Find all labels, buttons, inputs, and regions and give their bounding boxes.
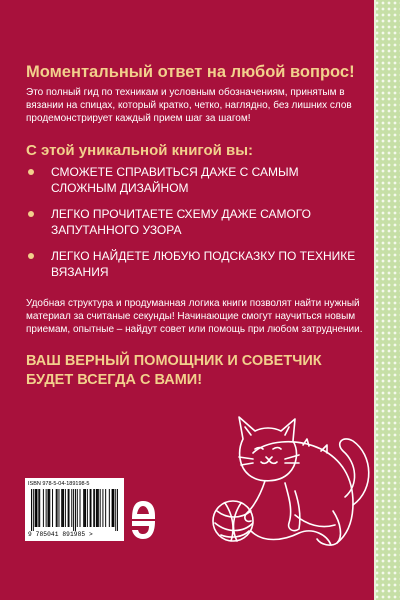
barcode-bar <box>102 489 103 527</box>
barcode-bar <box>100 489 101 527</box>
barcode-bar <box>91 489 92 527</box>
feature-list <box>26 164 366 290</box>
feature-text: ЛЕГКО ПРОЧИТАЕТЕ СХЕМУ ДАЖЕ САМОГО ЗАПУТАННОГО УЗОРА <box>51 207 311 237</box>
feature-text: ЛЕГКО НАЙДЕТЕ ЛЮБУЮ ПОДСКАЗКУ ПО ТЕХНИКЕ ВЯЗАНИЯ <box>51 249 356 279</box>
barcode-bar <box>69 489 70 527</box>
polka-dot-side-strip <box>374 0 400 600</box>
barcode-bar <box>47 489 48 527</box>
barcode-bar <box>83 489 84 527</box>
barcode-bar <box>65 489 66 527</box>
barcode-bar <box>58 489 59 527</box>
description-text: Удобная структура и продуманная логика книги позволят найти нужный материал за считаные секунды! Начинающие смогут научиться новым приемам, опытные – найдут совет или помощь при любом затруднении. <box>26 298 363 335</box>
barcode-bar <box>113 489 114 527</box>
barcode-bar <box>96 489 97 527</box>
barcode-bar <box>115 489 116 531</box>
tagline: ВАШ ВЕРНЫЙ ПОМОЩНИК И СОВЕТЧИК БУДЕТ ВСЕГДА С ВАМИ! <box>26 353 322 388</box>
barcode-bar <box>113 489 114 527</box>
barcode-bar <box>61 489 62 527</box>
intro-text: Это полный гид по техникам и условным обозначениям, принятым в вязании на спицах, который кратко, четко, наглядно, без лишних слов продемонстрирует каждый прием шаг за шагом! <box>26 87 352 124</box>
barcode-bar <box>109 489 110 527</box>
publisher-logo-icon <box>130 499 156 541</box>
barcode-bar <box>43 489 44 527</box>
barcode-bar <box>75 489 76 531</box>
feature-item <box>26 248 366 280</box>
barcode-bar <box>98 489 99 527</box>
barcode-bar <box>48 489 49 527</box>
barcode-bar <box>36 489 37 527</box>
barcode-bar <box>84 489 85 527</box>
bullet-icon <box>28 169 34 175</box>
barcode-bar <box>46 489 47 527</box>
feature-item <box>26 206 366 238</box>
barcode-bar <box>36 489 37 527</box>
barcode-bar <box>94 489 95 527</box>
barcode-bar <box>31 489 32 531</box>
barcode-bar <box>62 489 63 527</box>
barcode-bar <box>90 489 91 527</box>
barcode-bar <box>52 489 53 527</box>
bullet-icon <box>28 253 34 259</box>
barcode-bar <box>38 489 39 527</box>
barcode-bar <box>117 489 118 531</box>
barcode-bar <box>33 489 34 531</box>
barcode-number: 9 785041 891985 > <box>28 531 93 538</box>
barcode-bar <box>97 489 98 527</box>
barcode-bar <box>80 489 81 527</box>
bullet-icon <box>28 211 34 217</box>
barcode-bar <box>73 489 74 531</box>
barcode-bar <box>68 489 69 527</box>
barcode-bar <box>112 489 113 527</box>
barcode-bar <box>57 489 58 527</box>
barcode-bar <box>63 489 64 527</box>
barcode-bar <box>39 489 40 527</box>
barcode-area <box>25 478 124 541</box>
feature-item <box>26 164 366 196</box>
barcode-bar <box>56 489 57 527</box>
barcode-bar <box>87 489 88 527</box>
barcode-bar <box>105 489 106 527</box>
feature-text: СМОЖЕТЕ СПРАВИТЬСЯ ДАЖЕ С САМЫМ СЛОЖНЫМ ДИЗАЙНОМ <box>51 165 299 195</box>
barcode-bar <box>93 489 94 527</box>
headline: Моментальный ответ на любой вопрос! <box>26 63 355 81</box>
barcode-bar <box>77 489 78 527</box>
subheading: С этой уникальной книгой вы: <box>26 142 254 159</box>
barcode-bar <box>71 489 72 527</box>
barcode-bar <box>49 489 50 527</box>
isbn-label: ISBN 978-5-04-189198-5 <box>28 481 90 487</box>
barcode-bar <box>35 489 36 527</box>
cat-with-yarn-icon <box>203 393 375 553</box>
barcode-bar <box>85 489 86 527</box>
barcode <box>31 489 118 531</box>
